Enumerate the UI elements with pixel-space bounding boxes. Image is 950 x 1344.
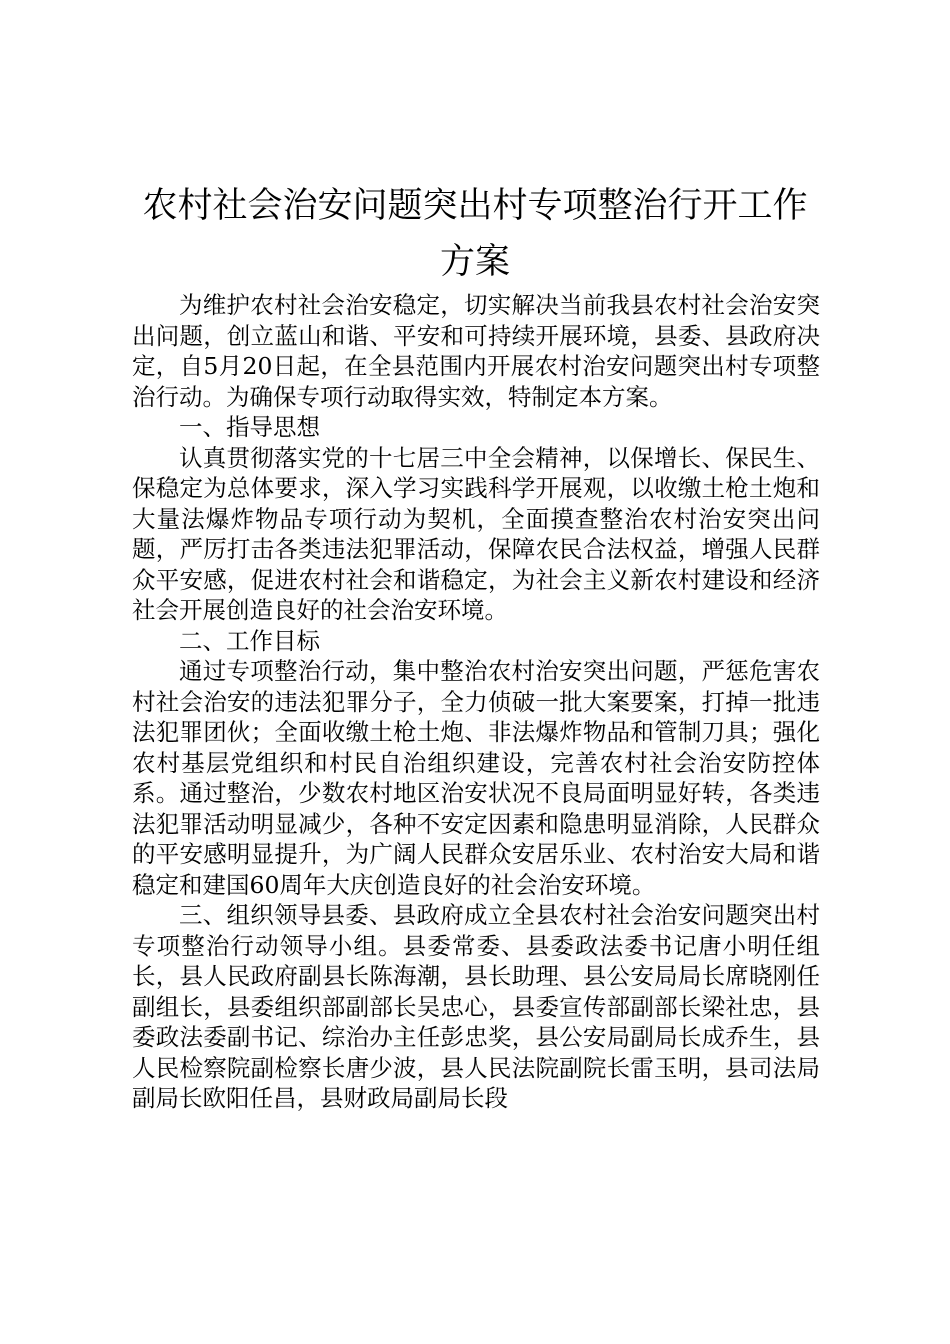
section-heading-work-goals: 二、工作目标 xyxy=(179,626,320,655)
paragraph-work-goals: 通过专项整治行动，集中整治农村治安突出问题，严惩危害农村社会治安的违法犯罪分子，全力侦破一批大案要案，打掉一批违法犯罪团伙；全面收缴土枪土炮、非法爆炸物品和管制刀具；强化农村基层党组织和村民自治组织建设，完善农村社会治安防控体系。通过整治，少数农村地区治安状况不良局面明显好转，各类违法犯罪活动明显减少，各种不安定因素和隐患明显消除，人民群众的平安感明显提升，为广阔人民群众安居乐业、农村治安大局和谐稳定和建国60周年大庆创造良好的社会治安环境。 xyxy=(132,657,820,899)
document-title-line-1: 农村社会治安问题突出村专项整治行开工作 xyxy=(142,186,808,226)
paragraph-organization-leadership: 三、组织领导县委、县政府成立全县农村社会治安问题突出村专项整治行动领导小组。县委常委、县委政法委书记唐小明任组长，县人民政府副县长陈海潮，县长助理、县公安局局长席晓刚任副组长，县委组织部副部长吴忠心，县委宣传部副部长梁社忠，县委政法委副书记、综治办主任彭忠奖，县公安局副局长成乔生，县人民检察院副检察长唐少波，县人民法院副院长雷玉明，县司法局副局长欧阳任昌，县财政局副局长段 xyxy=(132,901,820,1112)
section-heading-guiding-ideology: 一、指导思想 xyxy=(179,413,320,441)
document-title-line-2: 方案 xyxy=(439,242,510,282)
paragraph-guiding-ideology: 认真贯彻落实党的十七居三中全会精神，以保增长、保民生、保稳定为总体要求，深入学习实践科学开展观，以收缴土枪土炮和大量法爆炸物品专项行动为契机，全面摸查整治农村治安突出问题，严厉打击各类违法犯罪活动，保障农民合法权益，增强人民群众平安感，促进农村社会和谐稳定，为社会主义新农村建设和经济社会开展创造良好的社会治安环境。 xyxy=(132,443,820,624)
document-body xyxy=(132,290,820,1114)
paragraph-intro: 为维护农村社会治安稳定，切实解决当前我县农村社会治安突出问题，创立蓝山和谐、平安和可持续开展环境，县委、县政府决定，自5月20日起，在全县范围内开展农村治安问题突出村专项整治行动。为确保专项行动取得实效，特制定本方案。 xyxy=(132,291,820,411)
